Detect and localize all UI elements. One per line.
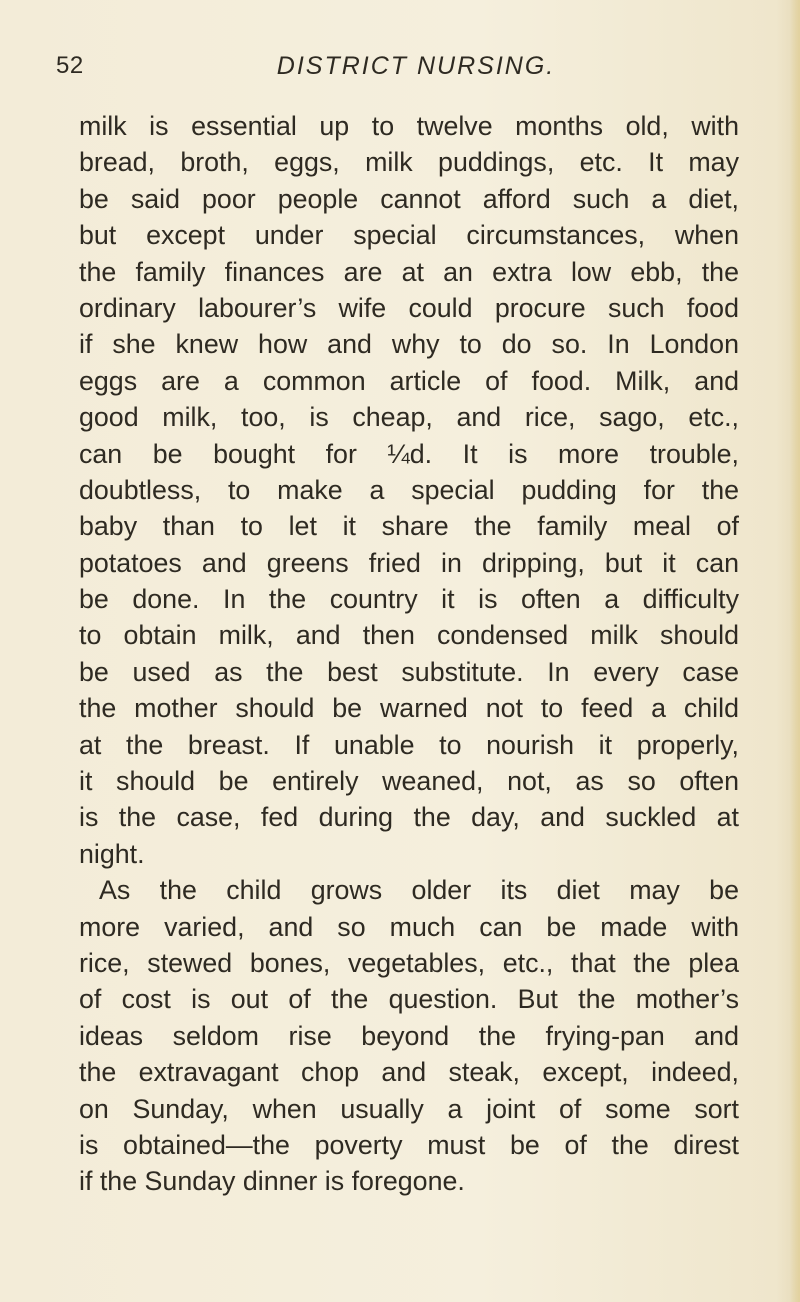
text-line: but except under special circumstances, when — [79, 220, 739, 251]
text-line: if the Sunday dinner is foregone. — [79, 1166, 465, 1197]
text-line: if she knew how and why to do so. In London — [79, 329, 739, 360]
text-line: is the case, fed during the day, and suckled at — [79, 802, 739, 833]
text-line: the mother should be warned not to feed a child — [79, 693, 739, 724]
page-header — [56, 52, 756, 86]
text-line: milk is essential up to twelve months old, with — [79, 111, 739, 141]
text-line: more varied, and so much can be made with — [79, 911, 739, 942]
body-text — [79, 108, 739, 1200]
text-line: on Sunday, when usually a joint of some sort — [79, 1093, 739, 1124]
text-line: rice, stewed bones, vegetables, etc., that the plea — [79, 947, 739, 978]
text-line: ordinary labourer’s wife could procure such food — [79, 292, 739, 323]
text-line: ideas seldom rise beyond the frying-pan and — [79, 1020, 739, 1051]
text-line: doubtless, to make a special pudding for the — [79, 474, 739, 505]
text-line: baby than to let it share the family meal of — [79, 511, 739, 542]
text-line: night. — [79, 838, 145, 869]
text-line: the family finances are at an extra low ebb, the — [79, 256, 739, 287]
running-head: DISTRICT NURSING. — [276, 52, 556, 80]
text-line: is obtained—the poverty must be of the direst — [79, 1129, 739, 1160]
text-line: good milk, too, is cheap, and rice, sago, etc., — [79, 402, 739, 433]
text-line: of cost is out of the question. But the mother’s — [79, 984, 739, 1015]
text-line: the extravagant chop and steak, except, indeed, — [79, 1057, 739, 1088]
text-line: to obtain milk, and then condensed milk should — [79, 620, 739, 651]
text-line: be used as the best substitute. In every case — [79, 656, 739, 687]
text-line: eggs are a common article of food. Milk, and — [79, 365, 739, 396]
text-line: be done. In the country it is often a difficulty — [79, 584, 739, 615]
page-edge-shading — [790, 0, 800, 1302]
text-line: at the breast. If unable to nourish it properly, — [79, 729, 739, 760]
text-line: can be bought for ¼d. It is more trouble, — [79, 438, 739, 469]
text-line: potatoes and greens fried in dripping, but it can — [79, 547, 739, 578]
text-line: bread, broth, eggs, milk puddings, etc. It may — [79, 147, 739, 178]
text-line: it should be entirely weaned, not, as so often — [79, 766, 739, 797]
text-line: be said poor people cannot afford such a diet, — [79, 183, 739, 214]
page-number: 52 — [56, 52, 84, 79]
text-line-paragraph-start: As the child grows older its diet may be — [99, 875, 739, 906]
